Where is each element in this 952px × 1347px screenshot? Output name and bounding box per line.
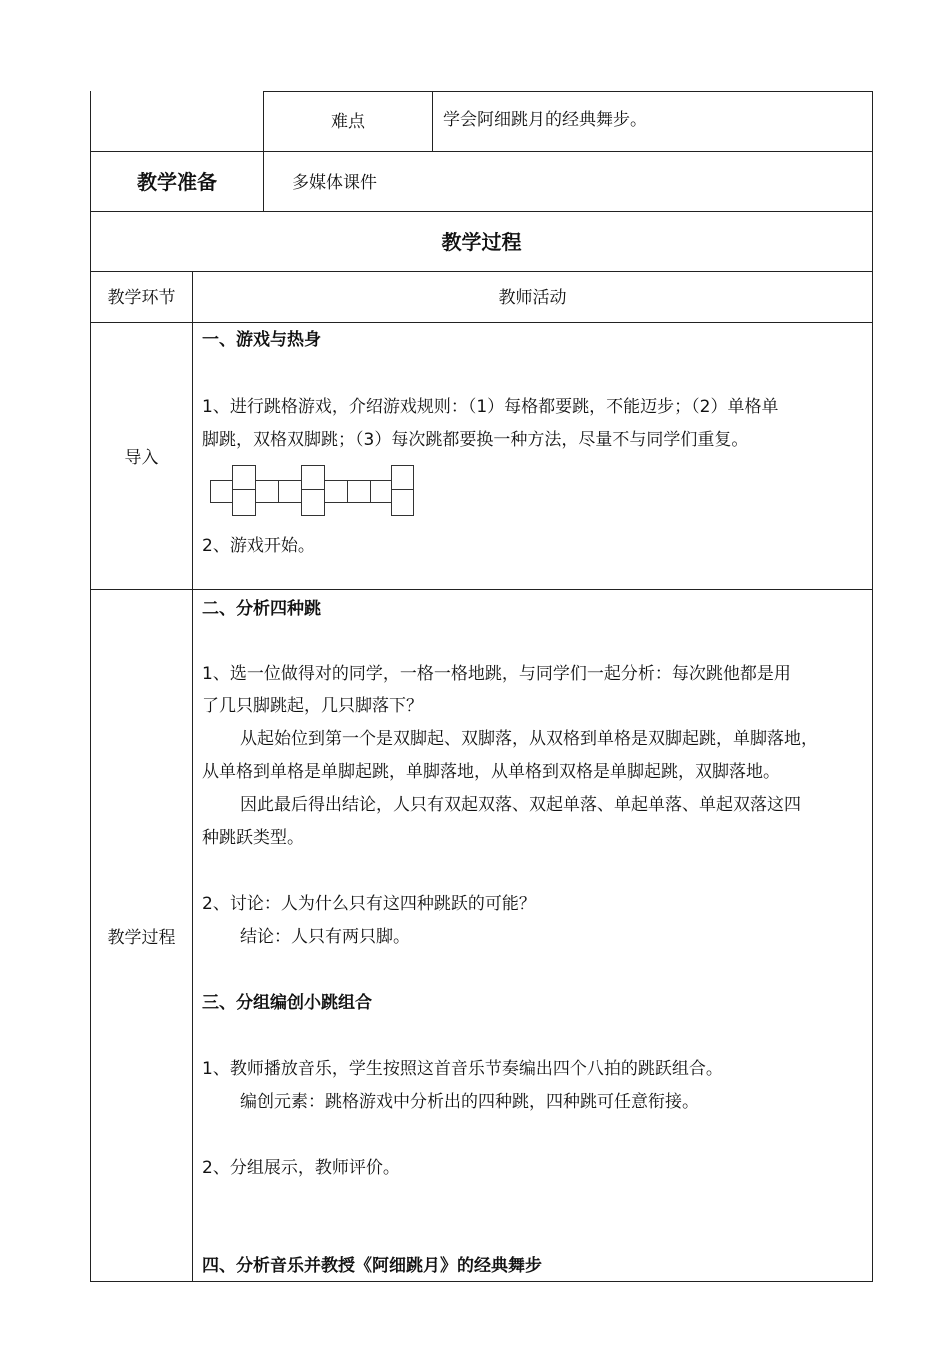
s3-p1: 1、教师播放音乐，学生按照这首音乐节奏编出四个八拍的跳跃组合。 — [202, 1059, 723, 1079]
intro-label: 导入 — [124, 448, 159, 468]
intro-start: 2、游戏开始。 — [202, 536, 315, 556]
s2-p1-line2: 了几只脚跳起，几只脚落下？ — [202, 696, 423, 716]
s3-p3: 2、分组展示，教师评价。 — [202, 1158, 400, 1178]
difficulty-value: 学会阿细跳月的经典舞步。 — [443, 110, 647, 130]
s2-p2-line2: 从单格到单格是单脚起跳，单脚落地，从单格到双格是单脚起跳，双脚落地。 — [202, 762, 780, 782]
difficulty-label: 难点 — [331, 112, 365, 132]
intro-rule-line2: 脚跳，双格双脚跳；（3）每次跳都要换一种方法，尽量不与同学们重复。 — [202, 430, 749, 450]
s2-p2-line1: 从起始位到第一个是双脚起、双脚落，从双格到单格是双脚起跳，单脚落地， — [240, 729, 818, 749]
s2-p3-line2: 种跳跃类型。 — [202, 828, 304, 848]
s2-conclusion: 结论：人只有两只脚。 — [240, 927, 410, 947]
header-stage: 教学环节 — [107, 288, 176, 308]
s2-p1-line1: 1、选一位做得对的同学，一格一格地跳，与同学们一起分析：每次跳他都是用 — [202, 664, 791, 684]
prep-value: 多媒体课件 — [292, 173, 377, 193]
s3-p2: 编创元素：跳格游戏中分析出的四种跳，四种跳可任意衔接。 — [240, 1092, 699, 1112]
section3-heading: 三、分组编创小跳组合 — [202, 993, 372, 1013]
process-label: 教学过程 — [107, 928, 176, 948]
section2-heading: 二、分析四种跳 — [202, 599, 321, 619]
s2-discussion: 2、讨论：人为什么只有这四种跳跃的可能？ — [202, 894, 536, 914]
intro-rule-line1: 1、进行跳格游戏，介绍游戏规则：（1）每格都要跳，不能迈步；（2）单格单 — [202, 397, 779, 417]
hopscotch-grid-diagram — [210, 465, 415, 517]
section4-heading: 四、分析音乐并教授《阿细跳月》的经典舞步 — [202, 1256, 542, 1276]
process-title: 教学过程 — [441, 230, 522, 254]
prep-label: 教学准备 — [137, 170, 217, 194]
header-teacher-activity: 教师活动 — [498, 288, 567, 308]
s2-p3-line1: 因此最后得出结论，人只有双起双落、双起单落、单起单落、单起双落这四 — [240, 795, 801, 815]
intro-heading: 一、游戏与热身 — [202, 330, 321, 350]
